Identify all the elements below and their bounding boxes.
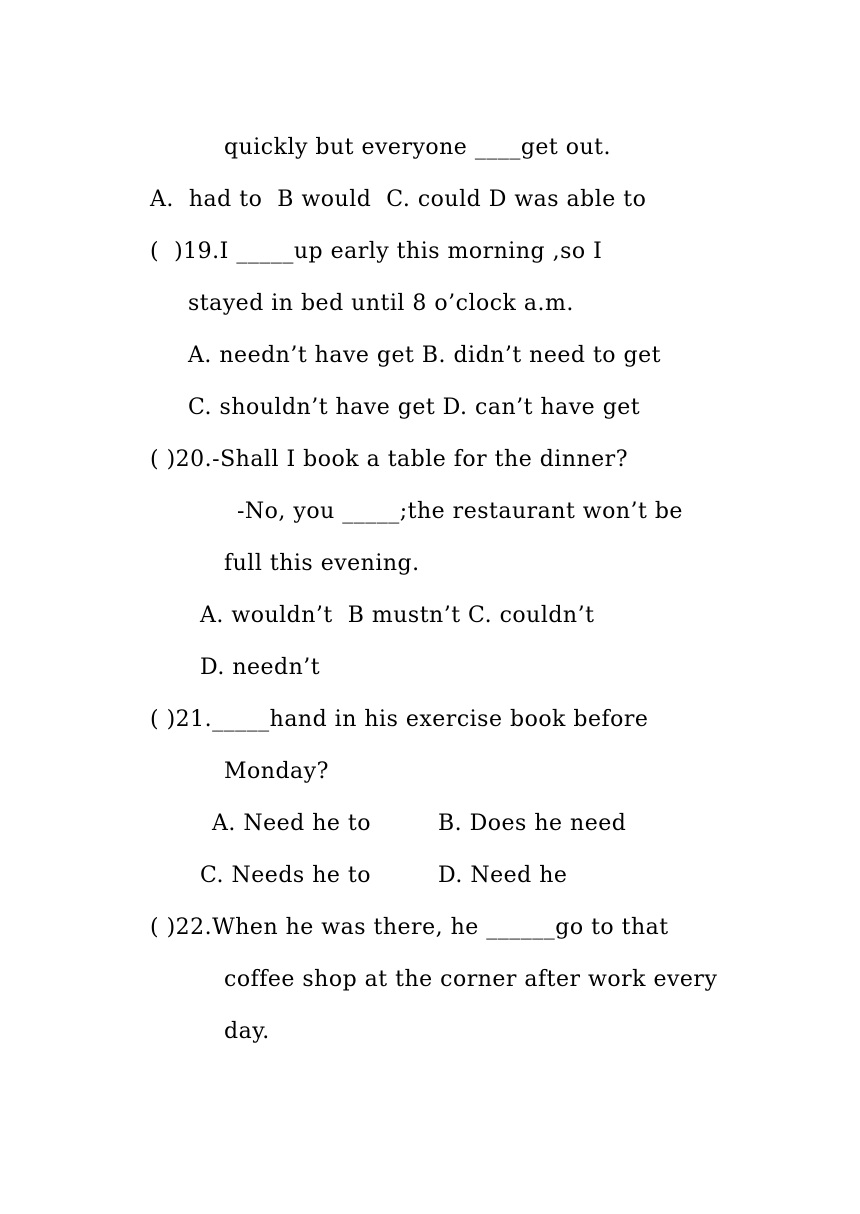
- q21-stem: ( )21._____hand in his exercise book before: [150, 707, 649, 732]
- q19-stem-continuation: stayed in bed until 8 o’clock a.m.: [188, 291, 574, 316]
- q21-option-b: B. Does he need: [438, 811, 627, 836]
- q21-option-d: D. Need he: [438, 863, 568, 888]
- q21-option-c: C. Needs he to: [200, 863, 371, 888]
- q22-stem: ( )22.When he was there, he ______go to that: [150, 915, 669, 940]
- q19-options-ab: A. needn’t have get B. didn’t need to get: [188, 343, 661, 368]
- q20-response: -No, you _____;the restaurant won’t be: [237, 499, 683, 524]
- q22-stem-continuation: coffee shop at the corner after work every: [224, 967, 718, 992]
- q18-continuation: quickly but everyone ____get out.: [224, 135, 612, 160]
- q19-stem: ( )19.I _____up early this morning ,so I: [150, 239, 603, 264]
- q20-response-continuation: full this evening.: [224, 551, 420, 576]
- q22-stem-end: day.: [224, 1019, 270, 1044]
- q19-options-cd: C. shouldn’t have get D. can’t have get: [188, 395, 641, 420]
- q21-option-a: A. Need he to: [212, 811, 372, 836]
- q18-options: A. had to B would C. could D was able to: [150, 187, 647, 212]
- q20-options-abc: A. wouldn’t B mustn’t C. couldn’t: [200, 603, 595, 628]
- q21-stem-continuation: Monday?: [224, 759, 329, 784]
- q20-stem: ( )20.-Shall I book a table for the dinner?: [150, 447, 628, 472]
- q20-option-d: D. needn’t: [200, 655, 321, 680]
